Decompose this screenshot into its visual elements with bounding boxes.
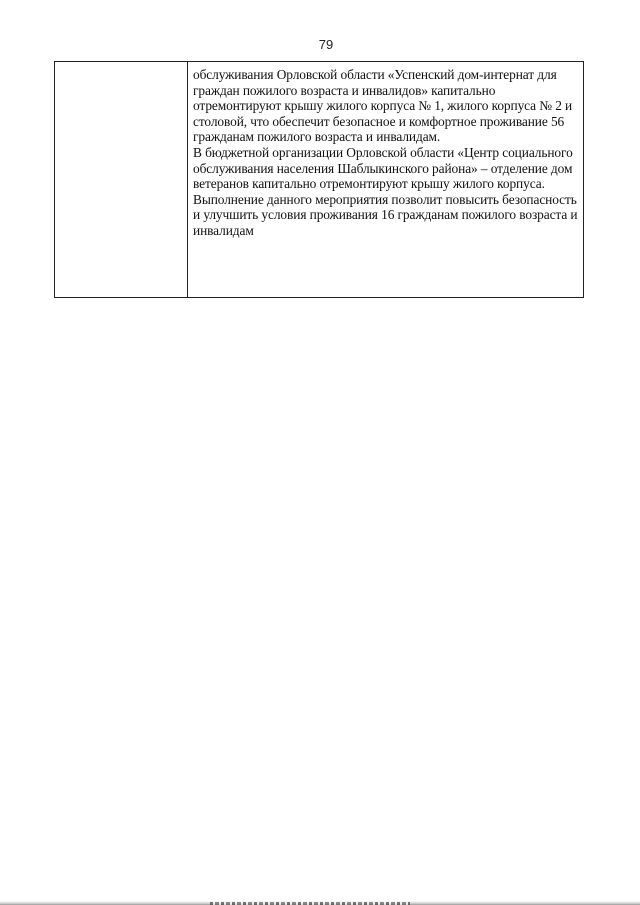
table-right-cell bbox=[188, 62, 583, 297]
table-left-cell bbox=[55, 62, 188, 297]
paragraph-uspensky-home: обслуживания Орловской области «Успенский дом-интернат для граждан пожилого возраста и инвалидов» капитально отремонтируют крышу жилого корпуса № 1, жилого корпуса № 2 и столовой, что обеспечит безопасное и комфортное проживание 56 гражданам пожилого возраста и инвалидам. bbox=[193, 67, 573, 145]
page-number: 79 bbox=[318, 37, 334, 52]
paragraph-shablykinsky-center: В бюджетной организации Орловской области «Центр социального обслуживания населения Шаблыкинского района» – отделение дом ветеранов капитально отремонтируют крышу жилого корпуса. Выполнение данного мероприятия позволит повысить безопасность и улучшить условия проживания 16 гражданам пожилого возраста и инвалидам bbox=[193, 144, 578, 238]
document-table bbox=[54, 61, 584, 298]
